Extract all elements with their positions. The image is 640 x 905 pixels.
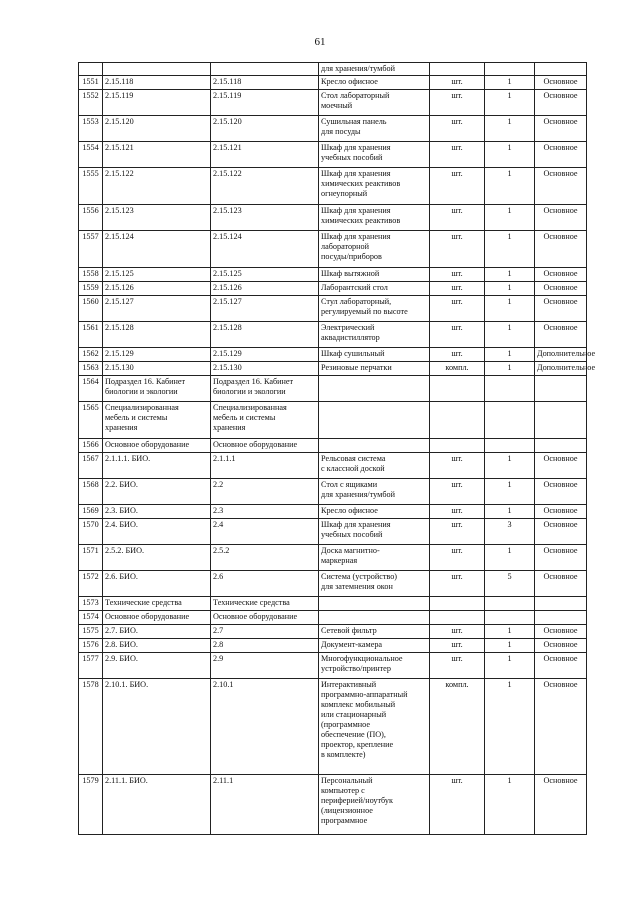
category-cell: Основное xyxy=(535,142,587,168)
table-row xyxy=(79,611,587,625)
item-name-cell: Шкаф сушильный xyxy=(319,348,430,362)
code-cell: Основное оборудование xyxy=(103,611,211,625)
item-name-cell: Интерактивный программно-аппаратный комплекс мобильный или стационарный (программное обеспечение (ПО), проектор, крепление в комплекте) xyxy=(319,679,430,775)
code-cell: 2.15.125 xyxy=(103,268,211,282)
ref-code-cell: Подраздел 16. Кабинет биологии и экологии xyxy=(211,376,319,402)
item-name-cell: Стол лабораторный моечный xyxy=(319,90,430,116)
unit-cell: шт. xyxy=(430,348,485,362)
code-cell xyxy=(103,63,211,76)
ref-code-cell: 2.8 xyxy=(211,639,319,653)
category-cell xyxy=(535,439,587,453)
item-name-cell: для хранения/тумбой xyxy=(319,63,430,76)
category-cell: Основное xyxy=(535,322,587,348)
quantity-cell: 1 xyxy=(485,362,535,376)
code-cell: Технические средства xyxy=(103,597,211,611)
code-cell: 2.15.120 xyxy=(103,116,211,142)
unit-cell xyxy=(430,376,485,402)
code-cell: 2.10.1. БИО. xyxy=(103,679,211,775)
unit-cell: шт. xyxy=(430,90,485,116)
table-row xyxy=(79,775,587,835)
category-cell: Дополнительное xyxy=(535,362,587,376)
table-row xyxy=(79,142,587,168)
ref-code-cell: 2.15.126 xyxy=(211,282,319,296)
row-number-cell: 1551 xyxy=(79,76,103,90)
category-cell: Основное xyxy=(535,90,587,116)
category-cell xyxy=(535,376,587,402)
equipment-table xyxy=(78,62,596,835)
code-cell: 2.15.128 xyxy=(103,322,211,348)
code-cell: 2.15.119 xyxy=(103,90,211,116)
row-number-cell: 1559 xyxy=(79,282,103,296)
quantity-cell: 1 xyxy=(485,282,535,296)
unit-cell: компл. xyxy=(430,362,485,376)
category-cell: Основное xyxy=(535,639,587,653)
code-cell: 2.15.124 xyxy=(103,231,211,268)
ref-code-cell: 2.15.118 xyxy=(211,76,319,90)
item-name-cell: Шкаф для хранения учебных пособий xyxy=(319,519,430,545)
ref-code-cell: 2.15.128 xyxy=(211,322,319,348)
code-cell: 2.15.130 xyxy=(103,362,211,376)
ref-code-cell: 2.15.119 xyxy=(211,90,319,116)
row-number-cell: 1564 xyxy=(79,376,103,402)
ref-code-cell: 2.5.2 xyxy=(211,545,319,571)
ref-code-cell: Специализированная мебель и системы хранения xyxy=(211,402,319,439)
table-row xyxy=(79,439,587,453)
quantity-cell xyxy=(485,402,535,439)
quantity-cell: 1 xyxy=(485,653,535,679)
category-cell: Основное xyxy=(535,453,587,479)
code-cell: 2.15.122 xyxy=(103,168,211,205)
table-row xyxy=(79,348,587,362)
row-number-cell: 1575 xyxy=(79,625,103,639)
row-number-cell: 1569 xyxy=(79,505,103,519)
ref-code-cell: Основное оборудование xyxy=(211,611,319,625)
table-row xyxy=(79,322,587,348)
code-cell: 2.15.123 xyxy=(103,205,211,231)
unit-cell: шт. xyxy=(430,571,485,597)
ref-code-cell: 2.3 xyxy=(211,505,319,519)
table-row xyxy=(79,63,587,76)
quantity-cell xyxy=(485,611,535,625)
category-cell: Основное xyxy=(535,505,587,519)
quantity-cell: 1 xyxy=(485,679,535,775)
unit-cell: шт. xyxy=(430,322,485,348)
code-cell: 2.5.2. БИО. xyxy=(103,545,211,571)
table-row xyxy=(79,282,587,296)
category-cell xyxy=(535,597,587,611)
ref-code-cell: Основное оборудование xyxy=(211,439,319,453)
ref-code-cell: 2.1.1.1 xyxy=(211,453,319,479)
row-number-cell: 1554 xyxy=(79,142,103,168)
row-number-cell: 1574 xyxy=(79,611,103,625)
ref-code-cell: Технические средства xyxy=(211,597,319,611)
item-name-cell: Персональный компьютер с периферией/ноутбук (лицензионное программное xyxy=(319,775,430,835)
quantity-cell: 1 xyxy=(485,76,535,90)
category-cell: Основное xyxy=(535,282,587,296)
item-name-cell: Электрический аквадистиллятор xyxy=(319,322,430,348)
row-number-cell: 1555 xyxy=(79,168,103,205)
ref-code-cell: 2.15.121 xyxy=(211,142,319,168)
ref-code-cell: 2.15.124 xyxy=(211,231,319,268)
category-cell: Основное xyxy=(535,296,587,322)
unit-cell: шт. xyxy=(430,205,485,231)
unit-cell: шт. xyxy=(430,142,485,168)
quantity-cell: 1 xyxy=(485,231,535,268)
table-row xyxy=(79,639,587,653)
item-name-cell: Шкаф для хранения лабораторной посуды/приборов xyxy=(319,231,430,268)
item-name-cell: Шкаф для хранения учебных пособий xyxy=(319,142,430,168)
code-cell: 2.2. БИО. xyxy=(103,479,211,505)
ref-code-cell: 2.15.125 xyxy=(211,268,319,282)
unit-cell xyxy=(430,402,485,439)
quantity-cell: 1 xyxy=(485,545,535,571)
unit-cell: шт. xyxy=(430,519,485,545)
category-cell xyxy=(535,63,587,76)
item-name-cell: Лаборантский стол xyxy=(319,282,430,296)
code-cell: 2.15.118 xyxy=(103,76,211,90)
table-row xyxy=(79,479,587,505)
item-name-cell xyxy=(319,597,430,611)
table-row xyxy=(79,231,587,268)
category-cell: Основное xyxy=(535,205,587,231)
table-row xyxy=(79,90,587,116)
row-number-cell: 1570 xyxy=(79,519,103,545)
unit-cell: шт. xyxy=(430,639,485,653)
category-cell: Основное xyxy=(535,479,587,505)
quantity-cell: 1 xyxy=(485,142,535,168)
item-name-cell: Стол с ящиками для хранения/тумбой xyxy=(319,479,430,505)
code-cell: 2.15.129 xyxy=(103,348,211,362)
row-number-cell: 1562 xyxy=(79,348,103,362)
code-cell: Основное оборудование xyxy=(103,439,211,453)
ref-code-cell: 2.4 xyxy=(211,519,319,545)
unit-cell: шт. xyxy=(430,479,485,505)
quantity-cell: 1 xyxy=(485,116,535,142)
quantity-cell: 1 xyxy=(485,479,535,505)
item-name-cell xyxy=(319,376,430,402)
unit-cell: шт. xyxy=(430,545,485,571)
table-row xyxy=(79,653,587,679)
ref-code-cell: 2.10.1 xyxy=(211,679,319,775)
code-cell: 2.11.1. БИО. xyxy=(103,775,211,835)
quantity-cell: 1 xyxy=(485,775,535,835)
ref-code-cell: 2.11.1 xyxy=(211,775,319,835)
quantity-cell: 1 xyxy=(485,322,535,348)
unit-cell: шт. xyxy=(430,231,485,268)
quantity-cell xyxy=(485,597,535,611)
category-cell: Основное xyxy=(535,268,587,282)
unit-cell: шт. xyxy=(430,653,485,679)
unit-cell xyxy=(430,439,485,453)
category-cell: Основное xyxy=(535,116,587,142)
ref-code-cell: 2.6 xyxy=(211,571,319,597)
ref-code-cell: 2.15.130 xyxy=(211,362,319,376)
code-cell: 2.15.121 xyxy=(103,142,211,168)
quantity-cell: 3 xyxy=(485,519,535,545)
table-body xyxy=(79,63,596,835)
table-row xyxy=(79,571,587,597)
item-name-cell: Кресло офисное xyxy=(319,505,430,519)
ref-code-cell: 2.15.127 xyxy=(211,296,319,322)
item-name-cell xyxy=(319,439,430,453)
code-cell: 2.3. БИО. xyxy=(103,505,211,519)
category-cell: Основное xyxy=(535,625,587,639)
category-cell: Дополнительное xyxy=(535,348,587,362)
table-row xyxy=(79,296,587,322)
row-number-cell: 1561 xyxy=(79,322,103,348)
row-number-cell: 1578 xyxy=(79,679,103,775)
table-row xyxy=(79,362,587,376)
item-name-cell xyxy=(319,402,430,439)
row-number-cell: 1553 xyxy=(79,116,103,142)
table-row xyxy=(79,505,587,519)
item-name-cell: Стул лабораторный, регулируемый по высоте xyxy=(319,296,430,322)
ref-code-cell: 2.7 xyxy=(211,625,319,639)
row-number-cell: 1566 xyxy=(79,439,103,453)
code-cell: 2.8. БИО. xyxy=(103,639,211,653)
unit-cell xyxy=(430,63,485,76)
row-number-cell: 1567 xyxy=(79,453,103,479)
quantity-cell: 1 xyxy=(485,268,535,282)
item-name-cell: Система (устройство) для затемнения окон xyxy=(319,571,430,597)
row-number-cell: 1571 xyxy=(79,545,103,571)
unit-cell: шт. xyxy=(430,282,485,296)
category-cell: Основное xyxy=(535,653,587,679)
table-row xyxy=(79,268,587,282)
quantity-cell xyxy=(485,439,535,453)
quantity-cell: 1 xyxy=(485,168,535,205)
item-name-cell: Кресло офисное xyxy=(319,76,430,90)
quantity-cell xyxy=(485,63,535,76)
quantity-cell: 1 xyxy=(485,625,535,639)
table-row xyxy=(79,453,587,479)
row-number-cell: 1572 xyxy=(79,571,103,597)
category-cell: Основное xyxy=(535,571,587,597)
item-name-cell: Шкаф вытяжной xyxy=(319,268,430,282)
unit-cell: шт. xyxy=(430,453,485,479)
ref-code-cell: 2.15.120 xyxy=(211,116,319,142)
category-cell xyxy=(535,611,587,625)
quantity-cell: 1 xyxy=(485,453,535,479)
unit-cell xyxy=(430,597,485,611)
table-row xyxy=(79,205,587,231)
category-cell: Основное xyxy=(535,231,587,268)
code-cell: 2.6. БИО. xyxy=(103,571,211,597)
unit-cell: шт. xyxy=(430,505,485,519)
unit-cell xyxy=(430,611,485,625)
row-number-cell: 1576 xyxy=(79,639,103,653)
table-row xyxy=(79,519,587,545)
table-row xyxy=(79,597,587,611)
ref-code-cell xyxy=(211,63,319,76)
quantity-cell: 5 xyxy=(485,571,535,597)
item-name-cell xyxy=(319,611,430,625)
ref-code-cell: 2.15.129 xyxy=(211,348,319,362)
quantity-cell: 1 xyxy=(485,639,535,653)
unit-cell: шт. xyxy=(430,268,485,282)
item-name-cell: Документ-камера xyxy=(319,639,430,653)
item-name-cell: Рельсовая система с классной доской xyxy=(319,453,430,479)
row-number-cell: 1573 xyxy=(79,597,103,611)
category-cell: Основное xyxy=(535,679,587,775)
unit-cell: шт. xyxy=(430,625,485,639)
item-name-cell: Шкаф для хранения химических реактивов xyxy=(319,205,430,231)
category-cell: Основное xyxy=(535,775,587,835)
item-name-cell: Многофункциональное устройство/принтер xyxy=(319,653,430,679)
item-name-cell: Шкаф для хранения химических реактивов огнеупорный xyxy=(319,168,430,205)
code-cell: Подраздел 16. Кабинет биологии и экологии xyxy=(103,376,211,402)
table-row xyxy=(79,679,587,775)
code-cell: 2.7. БИО. xyxy=(103,625,211,639)
row-number-cell: 1558 xyxy=(79,268,103,282)
row-number-cell: 1552 xyxy=(79,90,103,116)
code-cell: Специализированная мебель и системы хранения xyxy=(103,402,211,439)
item-name-cell: Сушильная панель для посуды xyxy=(319,116,430,142)
unit-cell: шт. xyxy=(430,168,485,205)
row-number-cell: 1557 xyxy=(79,231,103,268)
code-cell: 2.1.1.1. БИО. xyxy=(103,453,211,479)
row-number-cell: 1556 xyxy=(79,205,103,231)
item-name-cell: Резиновые перчатки xyxy=(319,362,430,376)
item-name-cell: Доска магнитно- маркерная xyxy=(319,545,430,571)
category-cell xyxy=(535,402,587,439)
table-row xyxy=(79,402,587,439)
table-row xyxy=(79,116,587,142)
row-number-cell: 1560 xyxy=(79,296,103,322)
row-number-cell: 1579 xyxy=(79,775,103,835)
table-row xyxy=(79,168,587,205)
table-row xyxy=(79,545,587,571)
unit-cell: шт. xyxy=(430,296,485,322)
ref-code-cell: 2.15.123 xyxy=(211,205,319,231)
quantity-cell: 1 xyxy=(485,205,535,231)
ref-code-cell: 2.15.122 xyxy=(211,168,319,205)
category-cell: Основное xyxy=(535,545,587,571)
page-number: 61 xyxy=(314,36,326,48)
row-number-cell: 1568 xyxy=(79,479,103,505)
quantity-cell: 1 xyxy=(485,505,535,519)
row-number-cell xyxy=(79,63,103,76)
row-number-cell: 1563 xyxy=(79,362,103,376)
code-cell: 2.15.126 xyxy=(103,282,211,296)
item-name-cell: Сетевой фильтр xyxy=(319,625,430,639)
code-cell: 2.9. БИО. xyxy=(103,653,211,679)
ref-code-cell: 2.9 xyxy=(211,653,319,679)
ref-code-cell: 2.2 xyxy=(211,479,319,505)
quantity-cell: 1 xyxy=(485,296,535,322)
category-cell: Основное xyxy=(535,519,587,545)
category-cell: Основное xyxy=(535,168,587,205)
table-row xyxy=(79,376,587,402)
quantity-cell xyxy=(485,376,535,402)
unit-cell: компл. xyxy=(430,679,485,775)
unit-cell: шт. xyxy=(430,76,485,90)
code-cell: 2.4. БИО. xyxy=(103,519,211,545)
code-cell: 2.15.127 xyxy=(103,296,211,322)
row-number-cell: 1565 xyxy=(79,402,103,439)
category-cell: Основное xyxy=(535,76,587,90)
quantity-cell: 1 xyxy=(485,348,535,362)
quantity-cell: 1 xyxy=(485,90,535,116)
unit-cell: шт. xyxy=(430,775,485,835)
row-number-cell: 1577 xyxy=(79,653,103,679)
table-row xyxy=(79,76,587,90)
unit-cell: шт. xyxy=(430,116,485,142)
table-row xyxy=(79,625,587,639)
